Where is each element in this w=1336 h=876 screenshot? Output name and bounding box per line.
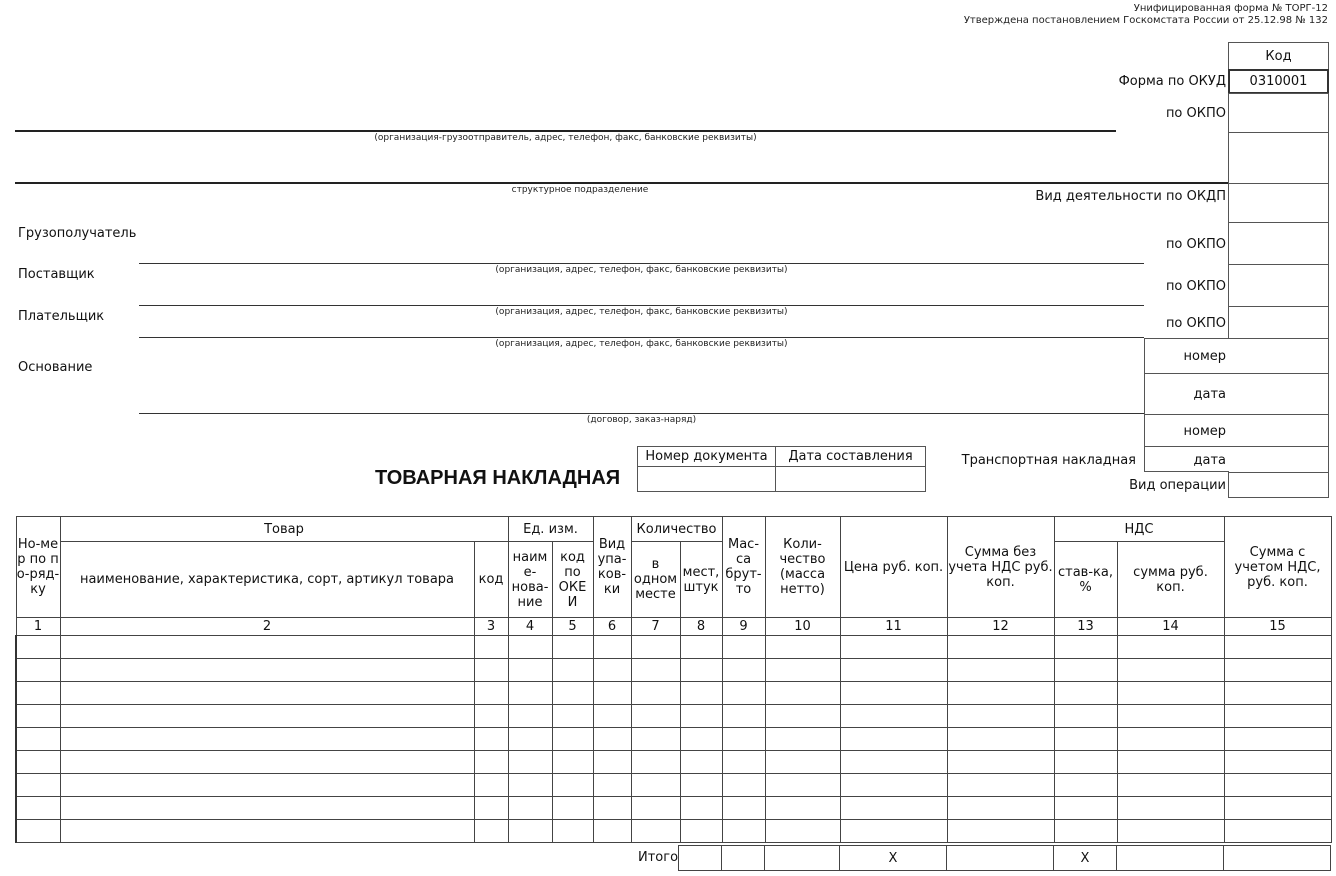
totals-table	[678, 845, 1331, 871]
payer-line[interactable]	[139, 337, 1144, 338]
okpo-label-shipper: по ОКПО	[1165, 106, 1226, 121]
document-number-table	[637, 446, 926, 492]
table-cell[interactable]	[552, 797, 593, 820]
code-header: Код	[1228, 42, 1329, 70]
table-cell[interactable]	[680, 682, 722, 705]
table-cell[interactable]	[508, 705, 552, 728]
doc-date-field[interactable]	[776, 467, 926, 492]
table-cell[interactable]	[840, 682, 947, 705]
document-title: ТОВАРНАЯ НАКЛАДНАЯ	[375, 467, 621, 489]
table-cell[interactable]	[593, 682, 631, 705]
basis-divider	[1144, 373, 1229, 374]
table-cell[interactable]	[947, 820, 1054, 843]
table-cell[interactable]	[474, 751, 508, 774]
basis-line[interactable]	[139, 413, 1144, 414]
table-cell[interactable]	[474, 636, 508, 659]
col-net-header: Коли-чество (масса нетто)	[765, 517, 840, 618]
table-cell[interactable]	[631, 797, 680, 820]
table-cell[interactable]	[593, 659, 631, 682]
col-vat-rate-header: став-ка, %	[1054, 542, 1117, 618]
table-cell[interactable]	[593, 705, 631, 728]
table-cell[interactable]	[60, 797, 474, 820]
table-cell[interactable]	[593, 751, 631, 774]
col-sum-vat-header: Сумма с учетом НДС, руб. коп.	[1224, 517, 1331, 618]
table-cell[interactable]	[631, 682, 680, 705]
table-cell[interactable]	[1054, 820, 1117, 843]
consignee-line[interactable]	[139, 263, 1144, 264]
transport-number-label: номер	[1183, 424, 1226, 439]
table-cell[interactable]	[508, 774, 552, 797]
okpo-label-consignee: по ОКПО	[1165, 237, 1226, 252]
col-vat-sum-header: сумма руб. коп.	[1117, 542, 1224, 618]
table-row	[16, 636, 1331, 659]
table-cell[interactable]	[16, 820, 60, 843]
table-cell[interactable]	[474, 797, 508, 820]
table-cell[interactable]	[1224, 774, 1331, 797]
table-cell[interactable]	[593, 820, 631, 843]
total-sum-vat[interactable]	[1224, 846, 1331, 871]
table-cell[interactable]	[1117, 659, 1224, 682]
column-number: 12	[947, 618, 1054, 636]
table-cell[interactable]	[1117, 797, 1224, 820]
table-cell[interactable]	[508, 636, 552, 659]
table-cell[interactable]	[680, 659, 722, 682]
table-cell[interactable]	[16, 797, 60, 820]
payer-caption: (организация, адрес, телефон, факс, банковские реквизиты)	[495, 339, 788, 349]
table-cell[interactable]	[680, 797, 722, 820]
table-cell[interactable]	[593, 728, 631, 751]
table-cell[interactable]	[1117, 728, 1224, 751]
basis-number-field[interactable]	[1228, 338, 1329, 374]
col-qty-places-header: мест, штук	[680, 542, 722, 618]
table-row	[16, 820, 1331, 843]
table-cell[interactable]	[552, 682, 593, 705]
table-cell[interactable]	[680, 751, 722, 774]
table-cell[interactable]	[631, 659, 680, 682]
table-cell[interactable]	[680, 728, 722, 751]
col-goods-name-header: наименование, характеристика, сорт, артикул товара	[60, 542, 474, 618]
table-cell[interactable]	[16, 636, 60, 659]
table-cell[interactable]	[1054, 659, 1117, 682]
table-cell[interactable]	[474, 820, 508, 843]
table-cell[interactable]	[508, 820, 552, 843]
column-number: 15	[1224, 618, 1331, 636]
table-cell[interactable]	[1224, 659, 1331, 682]
table-cell[interactable]	[631, 820, 680, 843]
table-cell[interactable]	[680, 774, 722, 797]
okpo-consignee-field[interactable]	[1228, 222, 1329, 265]
subdivision-caption: структурное подразделение	[511, 185, 649, 195]
table-cell[interactable]	[722, 682, 765, 705]
table-cell[interactable]	[552, 820, 593, 843]
column-number: 7	[631, 618, 680, 636]
payer-label: Плательщик	[18, 309, 105, 324]
doc-number-header: Номер документа	[638, 447, 776, 467]
table-cell[interactable]	[1117, 774, 1224, 797]
table-cell[interactable]	[765, 636, 840, 659]
table-cell[interactable]	[474, 728, 508, 751]
table-cell[interactable]	[60, 820, 474, 843]
table-cell[interactable]	[722, 636, 765, 659]
table-cell[interactable]	[1224, 751, 1331, 774]
col-unit-okei-header: код по ОКЕ И	[552, 542, 593, 618]
table-cell[interactable]	[60, 659, 474, 682]
table-cell[interactable]	[474, 774, 508, 797]
table-cell[interactable]	[16, 659, 60, 682]
table-cell[interactable]	[765, 751, 840, 774]
subdivision-code-field[interactable]	[1228, 132, 1329, 184]
column-numbers-row	[16, 618, 1331, 636]
table-cell[interactable]	[840, 774, 947, 797]
table-cell[interactable]	[631, 636, 680, 659]
table-cell[interactable]	[765, 774, 840, 797]
basis-date-label: дата	[1193, 387, 1226, 402]
okud-value[interactable]: 0310001	[1228, 69, 1329, 94]
transport-date-label: дата	[1193, 453, 1226, 468]
table-cell[interactable]	[1224, 728, 1331, 751]
table-cell[interactable]	[631, 774, 680, 797]
table-row	[16, 797, 1331, 820]
column-number: 6	[593, 618, 631, 636]
form-name: Унифицированная форма № ТОРГ-12	[1133, 3, 1328, 14]
table-cell[interactable]	[722, 751, 765, 774]
total-price-x: X	[840, 846, 947, 871]
column-number: 8	[680, 618, 722, 636]
table-cell[interactable]	[474, 682, 508, 705]
table-cell[interactable]	[508, 728, 552, 751]
table-cell[interactable]	[680, 705, 722, 728]
consignee-label: Грузополучатель	[18, 226, 137, 241]
table-cell[interactable]	[765, 705, 840, 728]
table-cell[interactable]	[552, 728, 593, 751]
table-cell[interactable]	[840, 705, 947, 728]
table-cell[interactable]	[16, 751, 60, 774]
table-cell[interactable]	[60, 728, 474, 751]
total-label: Итого	[638, 850, 679, 865]
col-goods-header: Товар	[60, 517, 508, 542]
col-sum-novat-header: Сумма без учета НДС руб. коп.	[947, 517, 1054, 618]
table-cell[interactable]	[840, 751, 947, 774]
table-cell[interactable]	[593, 797, 631, 820]
table-row	[16, 751, 1331, 774]
table-row	[16, 774, 1331, 797]
table-cell[interactable]	[722, 820, 765, 843]
basis-date-field[interactable]	[1228, 373, 1329, 415]
table-cell[interactable]	[1054, 797, 1117, 820]
table-cell[interactable]	[552, 636, 593, 659]
col-price-header: Цена руб. коп.	[840, 517, 947, 618]
table-cell[interactable]	[765, 728, 840, 751]
total-sum-novat[interactable]	[947, 846, 1054, 871]
table-cell[interactable]	[680, 820, 722, 843]
table-cell[interactable]	[840, 636, 947, 659]
okpo-shipper-field[interactable]	[1228, 93, 1329, 133]
table-cell[interactable]	[1224, 636, 1331, 659]
basis-label: Основание	[18, 360, 93, 375]
col-num-header: Но-мер по по-ряд-ку	[16, 517, 60, 618]
table-cell[interactable]	[947, 636, 1054, 659]
table-cell[interactable]	[60, 682, 474, 705]
column-number: 13	[1054, 618, 1117, 636]
col-gross-header: Мас-са брут-то	[722, 517, 765, 618]
table-cell[interactable]	[593, 774, 631, 797]
transport-date-field[interactable]	[1228, 446, 1329, 473]
table-cell[interactable]	[1117, 705, 1224, 728]
column-number: 3	[474, 618, 508, 636]
table-cell[interactable]	[840, 797, 947, 820]
table-cell[interactable]	[947, 682, 1054, 705]
supplier-line[interactable]	[139, 305, 1144, 306]
table-cell[interactable]	[765, 682, 840, 705]
col-qty-header: Количество	[631, 517, 722, 542]
total-vat-rate-x: X	[1054, 846, 1117, 871]
table-cell[interactable]	[1224, 705, 1331, 728]
table-cell[interactable]	[593, 636, 631, 659]
table-cell[interactable]	[508, 751, 552, 774]
table-cell[interactable]	[16, 705, 60, 728]
table-cell[interactable]	[765, 820, 840, 843]
table-row	[16, 728, 1331, 751]
table-cell[interactable]	[947, 797, 1054, 820]
table-cell[interactable]	[60, 751, 474, 774]
column-number: 1	[16, 618, 60, 636]
doc-number-field[interactable]	[638, 467, 776, 492]
consignee-caption: (организация, адрес, телефон, факс, банковские реквизиты)	[495, 265, 788, 275]
goods-table	[15, 516, 1332, 843]
shipper-caption: (организация-грузоотправитель, адрес, телефон, факс, банковские реквизиты)	[374, 133, 757, 143]
table-cell[interactable]	[1054, 728, 1117, 751]
column-number: 14	[1117, 618, 1224, 636]
table-cell[interactable]	[16, 728, 60, 751]
col-qty-one-header: в одном месте	[631, 542, 680, 618]
column-number: 10	[765, 618, 840, 636]
subdivision-line[interactable]	[15, 182, 1228, 184]
table-cell[interactable]	[552, 751, 593, 774]
total-vat-sum[interactable]	[1117, 846, 1224, 871]
col-vat-header: НДС	[1054, 517, 1224, 542]
okpo-label-payer: по ОКПО	[1165, 316, 1226, 331]
doc-date-header: Дата составления	[776, 447, 926, 467]
form-approval: Утверждена постановлением Госкомстата России от 25.12.98 № 132	[963, 15, 1328, 26]
table-cell[interactable]	[947, 774, 1054, 797]
table-cell[interactable]	[840, 659, 947, 682]
supplier-caption: (организация, адрес, телефон, факс, банковские реквизиты)	[495, 307, 788, 317]
basis-caption: (договор, заказ-наряд)	[586, 415, 697, 425]
table-cell[interactable]	[1054, 774, 1117, 797]
table-cell[interactable]	[552, 774, 593, 797]
okud-label: Форма по ОКУД	[1118, 74, 1226, 89]
okpo-supplier-field[interactable]	[1228, 264, 1329, 307]
basis-number-label: номер	[1183, 349, 1226, 364]
table-cell[interactable]	[60, 705, 474, 728]
transport-number-field[interactable]	[1228, 414, 1329, 447]
total-places[interactable]	[679, 846, 722, 871]
table-cell[interactable]	[508, 682, 552, 705]
okdp-label: Вид деятельности по ОКДП	[1035, 189, 1226, 204]
total-gross[interactable]	[722, 846, 765, 871]
table-cell[interactable]	[631, 705, 680, 728]
table-cell[interactable]	[508, 659, 552, 682]
table-cell[interactable]	[1117, 636, 1224, 659]
column-number: 5	[552, 618, 593, 636]
okpo-payer-field[interactable]	[1228, 306, 1329, 339]
shipper-line[interactable]	[15, 130, 1116, 132]
col-pack-header: Вид упа-ков-ки	[593, 517, 631, 618]
operation-type-field[interactable]	[1228, 472, 1329, 498]
table-row	[16, 659, 1331, 682]
table-cell[interactable]	[474, 659, 508, 682]
table-cell[interactable]	[508, 797, 552, 820]
table-cell[interactable]	[765, 797, 840, 820]
table-cell[interactable]	[1117, 820, 1224, 843]
table-cell[interactable]	[947, 659, 1054, 682]
table-cell[interactable]	[552, 659, 593, 682]
table-cell[interactable]	[680, 636, 722, 659]
table-cell[interactable]	[16, 774, 60, 797]
column-number: 9	[722, 618, 765, 636]
table-cell[interactable]	[60, 636, 474, 659]
table-cell[interactable]	[1054, 705, 1117, 728]
table-cell[interactable]	[840, 820, 947, 843]
column-number: 2	[60, 618, 474, 636]
table-cell[interactable]	[947, 728, 1054, 751]
okdp-field[interactable]	[1228, 183, 1329, 223]
table-cell[interactable]	[631, 751, 680, 774]
table-cell[interactable]	[1224, 682, 1331, 705]
table-cell[interactable]	[1117, 751, 1224, 774]
col-goods-code-header: код	[474, 542, 508, 618]
table-cell[interactable]	[1224, 797, 1331, 820]
table-row	[16, 682, 1331, 705]
table-cell[interactable]	[1054, 751, 1117, 774]
table-cell[interactable]	[631, 728, 680, 751]
table-cell[interactable]	[722, 797, 765, 820]
table-cell[interactable]	[840, 728, 947, 751]
operation-label: Вид операции	[1129, 478, 1226, 493]
table-cell[interactable]	[722, 659, 765, 682]
column-number: 11	[840, 618, 947, 636]
table-cell[interactable]	[16, 682, 60, 705]
table-cell[interactable]	[765, 659, 840, 682]
column-number: 4	[508, 618, 552, 636]
table-cell[interactable]	[722, 705, 765, 728]
table-row	[16, 705, 1331, 728]
transport-divider	[1144, 446, 1229, 447]
total-net[interactable]	[765, 846, 840, 871]
col-unit-name-header: наим е-нова-ние	[508, 542, 552, 618]
table-cell[interactable]	[947, 705, 1054, 728]
table-cell[interactable]	[1054, 682, 1117, 705]
table-cell[interactable]	[1054, 636, 1117, 659]
supplier-label: Поставщик	[18, 267, 95, 282]
table-cell[interactable]	[60, 774, 474, 797]
col-unit-header: Ед. изм.	[508, 517, 593, 542]
table-cell[interactable]	[1224, 820, 1331, 843]
table-cell[interactable]	[947, 751, 1054, 774]
table-cell[interactable]	[1117, 682, 1224, 705]
table-cell[interactable]	[722, 728, 765, 751]
table-cell[interactable]	[474, 705, 508, 728]
table-cell[interactable]	[722, 774, 765, 797]
table-cell[interactable]	[552, 705, 593, 728]
okpo-label-supplier: по ОКПО	[1165, 279, 1226, 294]
transport-label: Транспортная накладная	[961, 453, 1136, 468]
